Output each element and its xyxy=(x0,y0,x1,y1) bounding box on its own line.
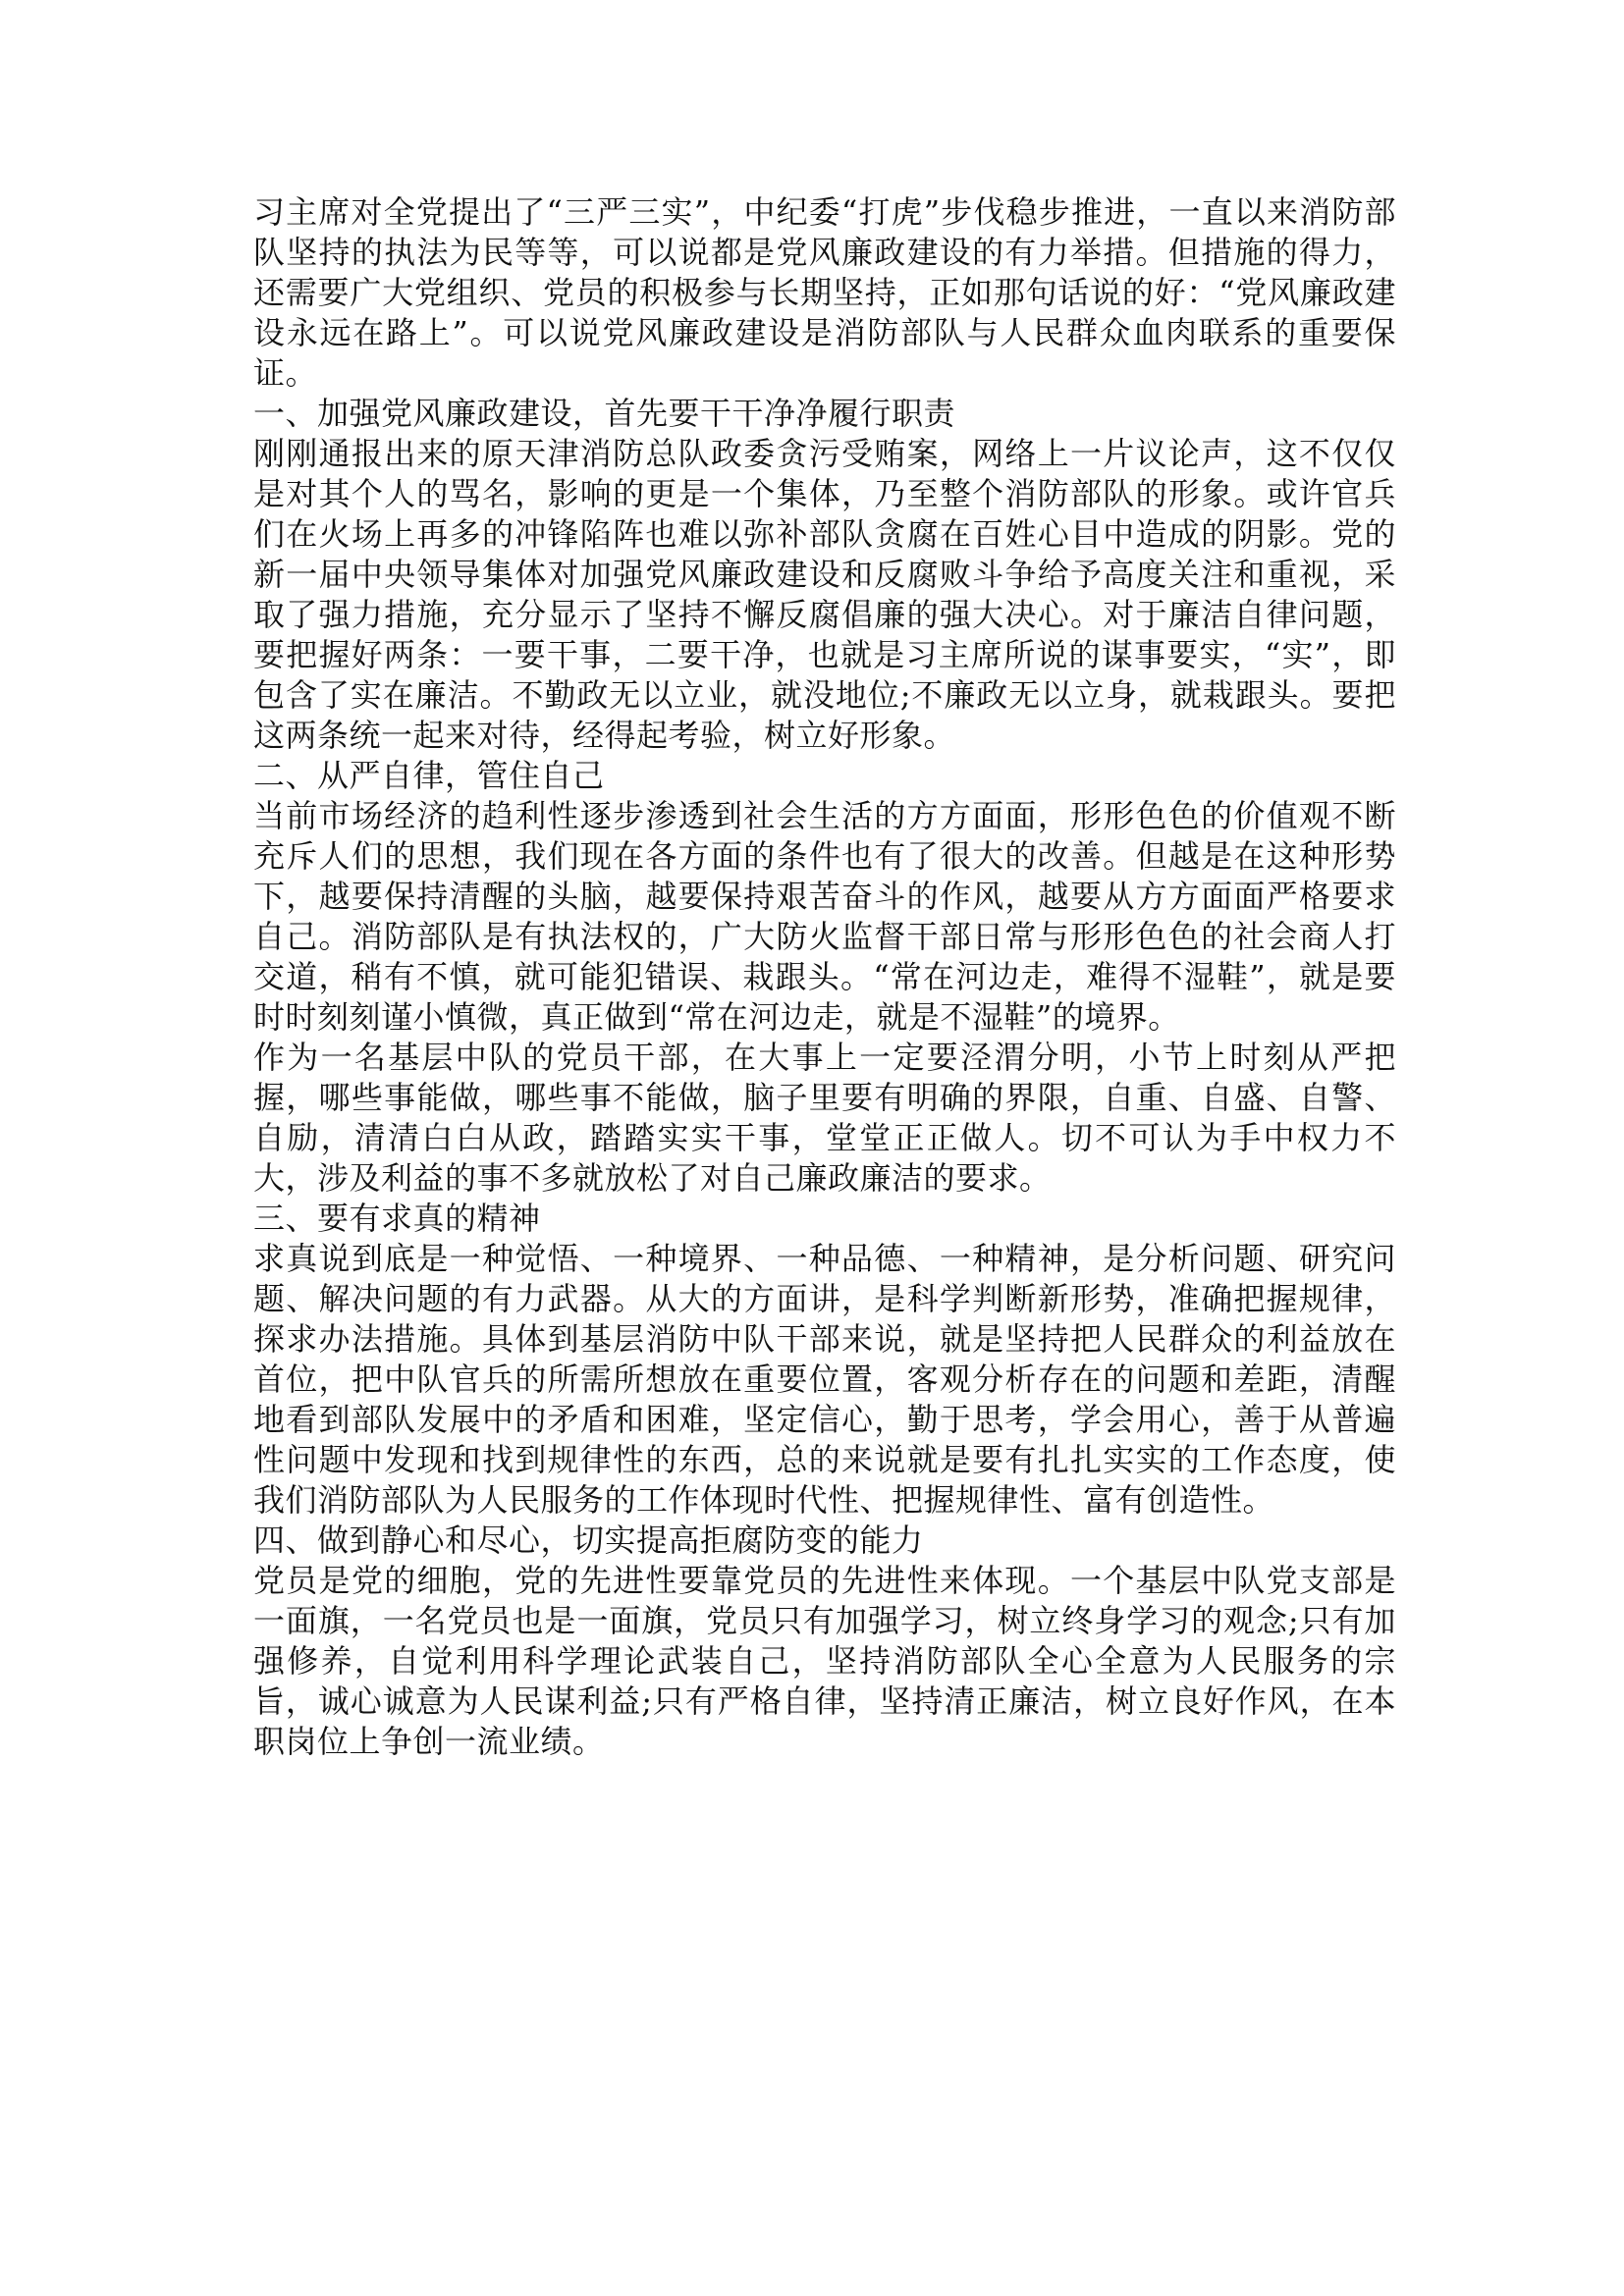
section-heading-4: 四、做到静心和尽心，切实提高拒腐防变的能力 xyxy=(253,1522,924,1559)
document-body xyxy=(253,192,1396,1762)
section-3-paragraph: 求真说到底是一种觉悟、一种境界、一种品德、一种精神，是分析问题、研究问题、解决问题的有力武器。从大的方面讲，是科学判断新形势，准确把握规律，探求办法措施。具体到基层消防中队干部来说，就是坚持把人民群众的利益放在首位，把中队官兵的所需所想放在重要位置，客观分析存在的问题和差距，清醒地看到部队发展中的矛盾和困难，坚定信心，勤于思考，学会用心，善于从普遍性问题中发现和找到规律性的东西，总的来说就是要有扎扎实实的工作态度，使我们消防部队为人民服务的工作体现时代性、把握规律性、富有创造性。 xyxy=(253,1240,1396,1519)
section-heading-2: 二、从严自律，管住自己 xyxy=(253,757,605,794)
section-heading-3: 三、要有求真的精神 xyxy=(253,1200,541,1237)
section-2-paragraph-1: 当前市场经济的趋利性逐步渗透到社会生活的方方面面，形形色色的价值观不断充斥人们的思想，我们现在各方面的条件也有了很大的改善。但越是在这种形势下，越要保持清醒的头脑，越要保持艰苦奋斗的作风，越要从方方面面严格要求自己。消防部队是有执法权的，广大防火监督干部日常与形形色色的社会商人打交道，稍有不慎，就可能犯错误、栽跟头。“常在河边走，难得不湿鞋”，就是要时时刻刻谨小慎微，真正做到“常在河边走，就是不湿鞋”的境界。 xyxy=(253,797,1396,1036)
section-4-paragraph: 党员是党的细胞，党的先进性要靠党员的先进性来体现。一个基层中队党支部是一面旗，一名党员也是一面旗，党员只有加强学习，树立终身学习的观念;只有加强修养，自觉利用科学理论武装自己，坚持消防部队全心全意为人民服务的宗旨，诚心诚意为人民谋利益;只有严格自律，坚持清正廉洁，树立良好作风，在本职岗位上争创一流业绩。 xyxy=(253,1562,1396,1760)
section-2-paragraph-2: 作为一名基层中队的党员干部，在大事上一定要泾渭分明，小节上时刻从严把握，哪些事能做，哪些事不能做，脑子里要有明确的界限，自重、自盛、自警、自励，清清白白从政，踏踏实实干事，堂堂正正做人。切不可认为手中权力不大，涉及利益的事不多就放松了对自己廉政廉洁的要求。 xyxy=(253,1039,1396,1197)
intro-paragraph: 习主席对全党提出了“三严三实”，中纪委“打虎”步伐稳步推进，一直以来消防部队坚持的执法为民等等，可以说都是党风廉政建设的有力举措。但措施的得力，还需要广大党组织、党员的积极参与长期坚持，正如那句话说的好：“党风廉政建设永远在路上”。可以说党风廉政建设是消防部队与人民群众血肉联系的重要保证。 xyxy=(253,193,1396,392)
section-1-paragraph: 刚刚通报出来的原天津消防总队政委贪污受贿案，网络上一片议论声，这不仅仅是对其个人的骂名，影响的更是一个集体，乃至整个消防部队的形象。或许官兵们在火场上再多的冲锋陷阵也难以弥补部队贪腐在百姓心目中造成的阴影。党的新一届中央领导集体对加强党风廉政建设和反腐败斗争给予高度关注和重视，采取了强力措施，充分显示了坚持不懈反腐倡廉的强大决心。对于廉洁自律问题，要把握好两条：一要干事，二要干净，也就是习主席所说的谋事要实，“实”，即包含了实在廉洁。不勤政无以立业，就没地位;不廉政无以立身，就栽跟头。要把这两条统一起来对待，经得起考验，树立好形象。 xyxy=(253,435,1396,754)
section-heading-1: 一、加强党风廉政建设，首先要干干净净履行职责 xyxy=(253,395,956,432)
